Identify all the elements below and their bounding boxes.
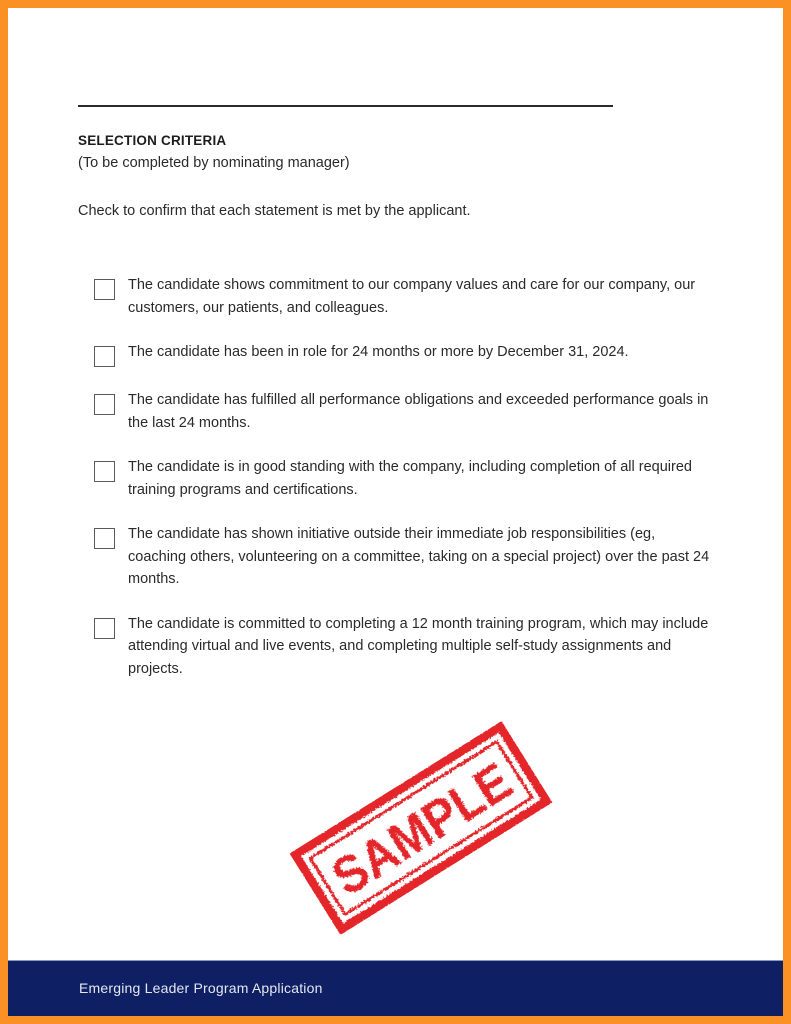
footer-label: Emerging Leader Program Application bbox=[79, 980, 323, 996]
sample-watermark-stamp bbox=[290, 721, 553, 935]
list-item[interactable] bbox=[94, 523, 734, 591]
page-content-area bbox=[8, 8, 783, 1016]
instruction-text: Check to confirm that each statement is met by the applicant. bbox=[78, 203, 471, 219]
criteria-label: The candidate shows commitment to our company values and care for our company, our customers, our patients, and colleagues. bbox=[128, 277, 696, 316]
page-title: SELECTION CRITERIA bbox=[78, 133, 227, 148]
criteria-checkbox[interactable] bbox=[94, 528, 115, 549]
list-item[interactable] bbox=[94, 341, 734, 367]
section-divider-rule bbox=[78, 105, 613, 107]
page-footer bbox=[8, 960, 783, 1016]
criteria-checkbox[interactable] bbox=[94, 461, 115, 482]
list-item[interactable] bbox=[94, 613, 734, 681]
list-item[interactable] bbox=[94, 389, 734, 434]
criteria-checkbox[interactable] bbox=[94, 346, 115, 367]
stamp-label: SAMPLE bbox=[321, 751, 522, 907]
criteria-checkbox[interactable] bbox=[94, 394, 115, 415]
criteria-checkbox[interactable] bbox=[94, 279, 115, 300]
criteria-label: The candidate is in good standing with the company, including completion of all required training programs and certifications. bbox=[128, 459, 692, 498]
criteria-label: The candidate is committed to completing a 12 month training program, which may include attending virtual and live events, and completing multiple self-study assignments and projects. bbox=[128, 615, 709, 677]
list-item[interactable] bbox=[94, 274, 734, 319]
criteria-label: The candidate has fulfilled all performance obligations and exceeded performance goals in the last 24 months. bbox=[128, 392, 709, 431]
list-item[interactable] bbox=[94, 456, 734, 501]
section-subtitle: (To be completed by nominating manager) bbox=[78, 155, 350, 171]
section-heading-block bbox=[78, 130, 718, 174]
criteria-label: The candidate has shown initiative outside their immediate job responsibilities (eg, coaching others, volunteering on a committee, taking on a special project) over the past 24 months. bbox=[128, 526, 710, 587]
criteria-label: The candidate has been in role for 24 months or more by December 31, 2024. bbox=[128, 344, 629, 360]
criteria-checkbox[interactable] bbox=[94, 618, 115, 639]
criteria-checklist bbox=[94, 274, 734, 680]
